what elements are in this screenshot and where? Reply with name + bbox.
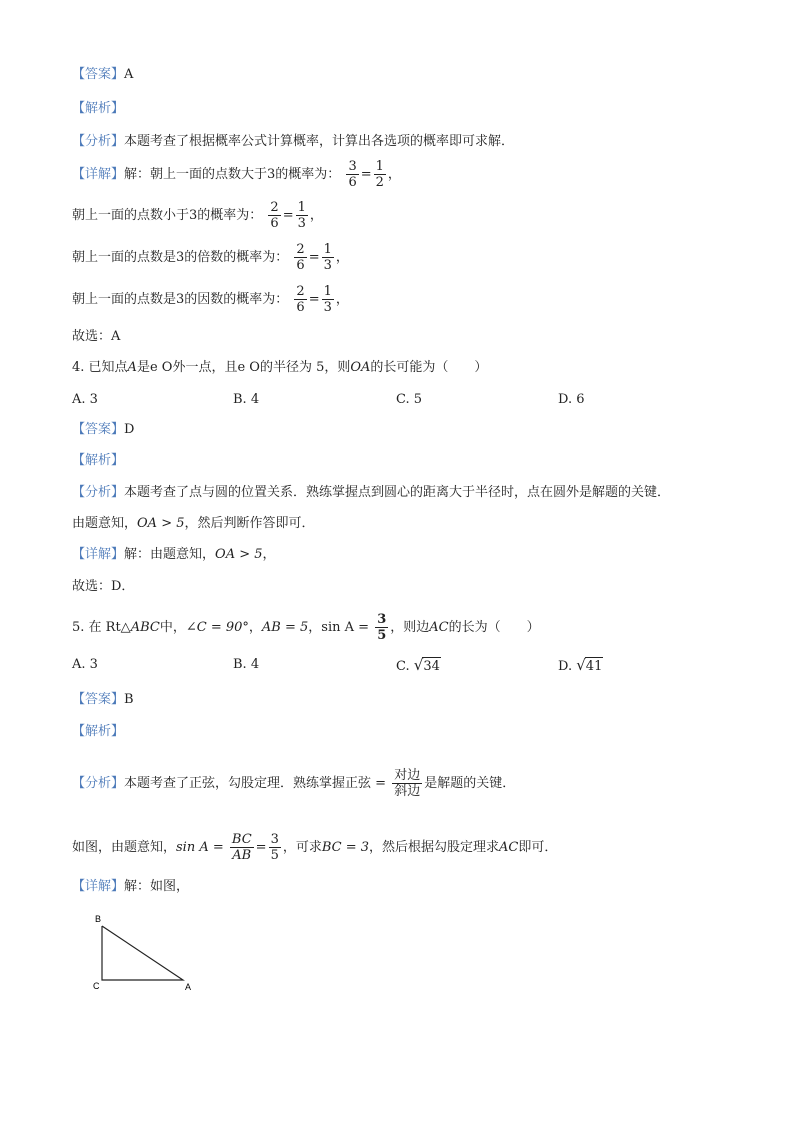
fraction: $\frac{3}{5}$ (270, 832, 279, 863)
fraction: $\frac{1}{3}$ (297, 200, 306, 231)
answer-tag: 【答案】 (72, 692, 125, 707)
triangle-shape (102, 926, 183, 980)
fraction: $\frac{1}{3}$ (323, 242, 332, 273)
q3-fenxi-line (72, 133, 514, 151)
answer-value: A (124, 67, 134, 82)
q4-stem: 4. 已知点A是e O外一点，且e O的半径为 5，则OA的长可能为（ ） (72, 360, 488, 375)
q5-detail-line: 【详解】解：如图， (72, 879, 190, 894)
fenxi-text: 本题考查了根据概率公式计算概率，计算出各选项的概率即可求解． (124, 134, 515, 149)
q3-choice: 故选：A (72, 329, 121, 344)
detail-tag: 【详解】 (72, 879, 125, 894)
q5-fenxi-line: 【分析】本题考查了正弦，勾股定理．熟练掌握正弦 = $\frac{\text{对边}}{\text{斜边}}$ 是解题的关键． (72, 768, 516, 799)
q4-answer-line (72, 421, 134, 439)
fraction: $\frac{1}{2}$ (375, 159, 384, 190)
q4-option-b: B. 4 (233, 392, 260, 407)
fraction: $\frac{2}{6}$ (296, 284, 305, 315)
fenxi-tag: 【分析】 (72, 134, 125, 149)
answer-tag: 【答案】 (72, 67, 125, 82)
fraction: $\frac{\text{对边}}{\text{斜边}}$ (394, 768, 421, 799)
detail-text: 朝上一面的点数是3的因数的概率为： (72, 292, 289, 307)
q5-analysis-tag: 【解析】 (72, 724, 125, 739)
sqrt-icon: √ (413, 656, 424, 674)
detail-tag: 【详解】 (72, 167, 125, 182)
detail-text: 朝上一面的点数是3的倍数的概率为： (72, 250, 289, 265)
sqrt-icon: √ (576, 656, 586, 674)
fraction: $\frac{3}{6}$ (348, 159, 357, 190)
q3-answer-line (72, 66, 133, 84)
q4-option-c: C. 5 (396, 392, 423, 407)
q4-choice: 故选：D． (72, 579, 135, 594)
vertex-label-c: C (93, 981, 100, 991)
detail-tag: 【详解】 (72, 547, 125, 562)
circle-symbol: e O (149, 360, 173, 375)
q4-analysis-tag: 【解析】 (72, 453, 125, 468)
fraction: $\frac{1}{3}$ (323, 284, 332, 315)
answer-value: B (124, 692, 134, 707)
q4-detail-line: 【详解】解：由题意知，OA > 5， (72, 547, 276, 562)
q3-detail-line-2: 朝上一面的点数小于3的概率为： $\frac{2}{6}$ = $\frac{1}{3}$ ， (72, 200, 323, 231)
triangle-figure (88, 910, 198, 995)
fraction: $\frac{2}{6}$ (296, 242, 305, 273)
detail-text: 朝上一面的点数小于3的概率为： (72, 208, 263, 223)
q4-option-d: D. 6 (558, 392, 585, 407)
vertex-label-b: B (95, 914, 102, 924)
q3-analysis-tag: 【解析】 (72, 101, 125, 116)
answer-value: D (124, 422, 135, 437)
q5-option-b: B. 4 (233, 657, 260, 672)
q5-option-c: C. √34 (396, 656, 440, 674)
fenxi-text: 本题考查了点与圆的位置关系．熟练掌握点到圆心的距离大于半径时，点在圆外是解题的关键． (124, 485, 671, 500)
detail-text: 解：朝上一面的点数大于3的概率为： (124, 167, 341, 182)
q4-line2: 由题意知，OA > 5，然后判断作答即可． (72, 516, 315, 531)
q3-detail-line-3: 朝上一面的点数是3的倍数的概率为： $\frac{2}{6}$ = $\frac{1}{3}$ ， (72, 242, 349, 273)
q4-option-a: A. 3 (72, 392, 98, 407)
fenxi-tag: 【分析】 (72, 776, 125, 791)
q5-option-a: A. 3 (72, 657, 98, 672)
q3-detail-line-1: 【详解】解：朝上一面的点数大于3的概率为： $\frac{3}{6}$ = $\frac{1}{2}$ ， (72, 159, 401, 190)
fenxi-tag: 【分析】 (72, 485, 125, 500)
q3-detail-line-4: 朝上一面的点数是3的因数的概率为： $\frac{2}{6}$ = $\frac{1}{3}$ ， (72, 284, 349, 315)
q5-line2: 如图，由题意知，sin A = $\frac{BC}{AB}$ = $\frac{3}{5}$ ，可求BC = 3，然后根据勾股定理求AC即可． (72, 832, 558, 863)
fraction: $\frac{3}{5}$ (377, 612, 387, 643)
q4-fenxi-line (72, 484, 670, 502)
circle-symbol: e O (237, 360, 260, 375)
q5-option-d: D. √41 (558, 656, 603, 674)
answer-tag: 【答案】 (72, 422, 125, 437)
q5-answer-line (72, 691, 134, 709)
q5-stem: 5. 在 Rt△ABC中，∠C = 90°，AB = 5，sin A = $\frac{3}{5}$ ，则边AC的长为（ ） (72, 612, 540, 643)
fraction: $\frac{BC}{AB}$ (231, 832, 252, 863)
vertex-label-a: A (185, 982, 192, 992)
fraction: $\frac{2}{6}$ (270, 200, 279, 231)
